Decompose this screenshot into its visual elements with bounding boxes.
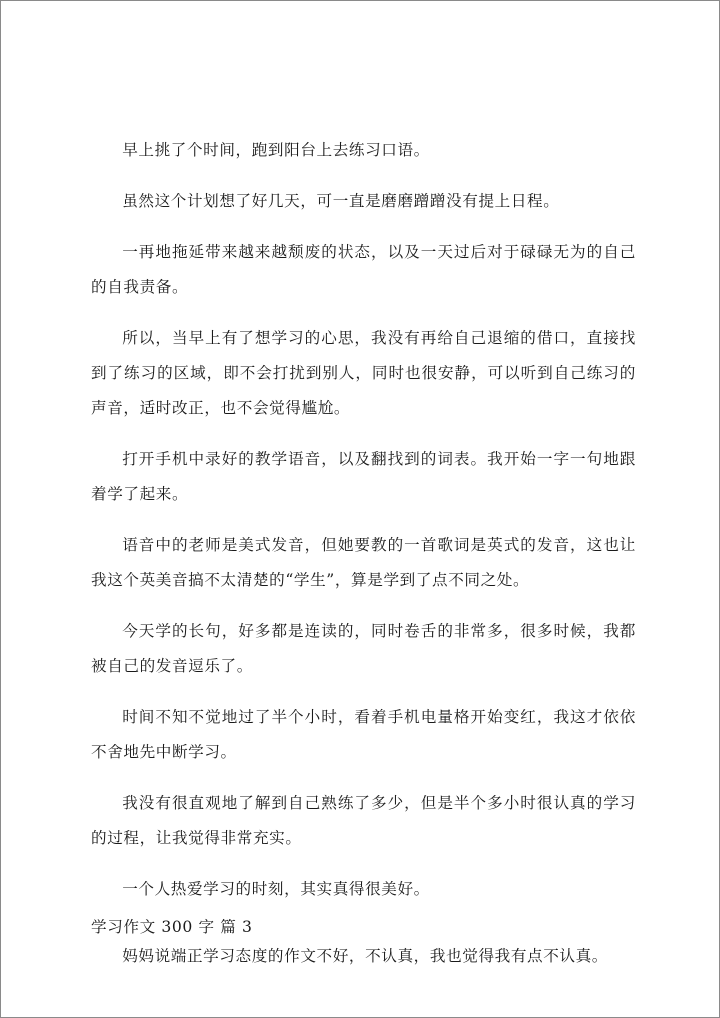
paragraph-5: 打开手机中录好的教学语音，以及翻找到的词表。我开始一字一句地跟着学了起来。 (91, 450, 636, 503)
paragraph-6: 语音中的老师是美式发音，但她要教的一首歌词是英式的发音，这也让我这个英美音搞不太清楚的“学生”，算是学到了点不同之处。 (91, 536, 636, 589)
paragraph-3: 一再地拖延带来越来越颓废的状态，以及一天过后对于碌碌无为的自己的自我责备。 (91, 243, 636, 296)
paragraph-9: 我没有很直观地了解到自己熟练了多少，但是半个多小时很认真的学习的过程，让我觉得非常充实。 (91, 794, 636, 847)
paragraph-4: 所以，当早上有了想学习的心思，我没有再给自己退缩的借口，直接找到了练习的区域，即不会打扰到别人，同时也很安静，可以听到自己练习的声音，适时改正，也不会觉得尴尬。 (91, 329, 636, 417)
paragraph-1: 早上挑了个时间，跑到阳台上去练习口语。 (122, 141, 430, 159)
paragraph-11: 妈妈说端正学习态度的作文不好，不认真，我也觉得我有点不认真。 (122, 947, 609, 965)
paragraph-7: 今天学的长句，好多都是连读的，同时卷舌的非常多，很多时候，我都被自己的发音逗乐了。 (91, 622, 636, 675)
document-body (91, 133, 636, 990)
paragraph-8: 时间不知不觉地过了半个小时，看着手机电量格开始变红，我这才依依不舍地先中断学习。 (91, 708, 636, 761)
paragraph-10: 一个人热爱学习的时刻，其实真得很美好。 (122, 880, 430, 898)
section-heading: 学习作文 300 字 篇 3 (91, 918, 253, 936)
paragraph-2: 虽然这个计划想了好几天，可一直是磨磨蹭蹭没有提上日程。 (122, 192, 560, 210)
